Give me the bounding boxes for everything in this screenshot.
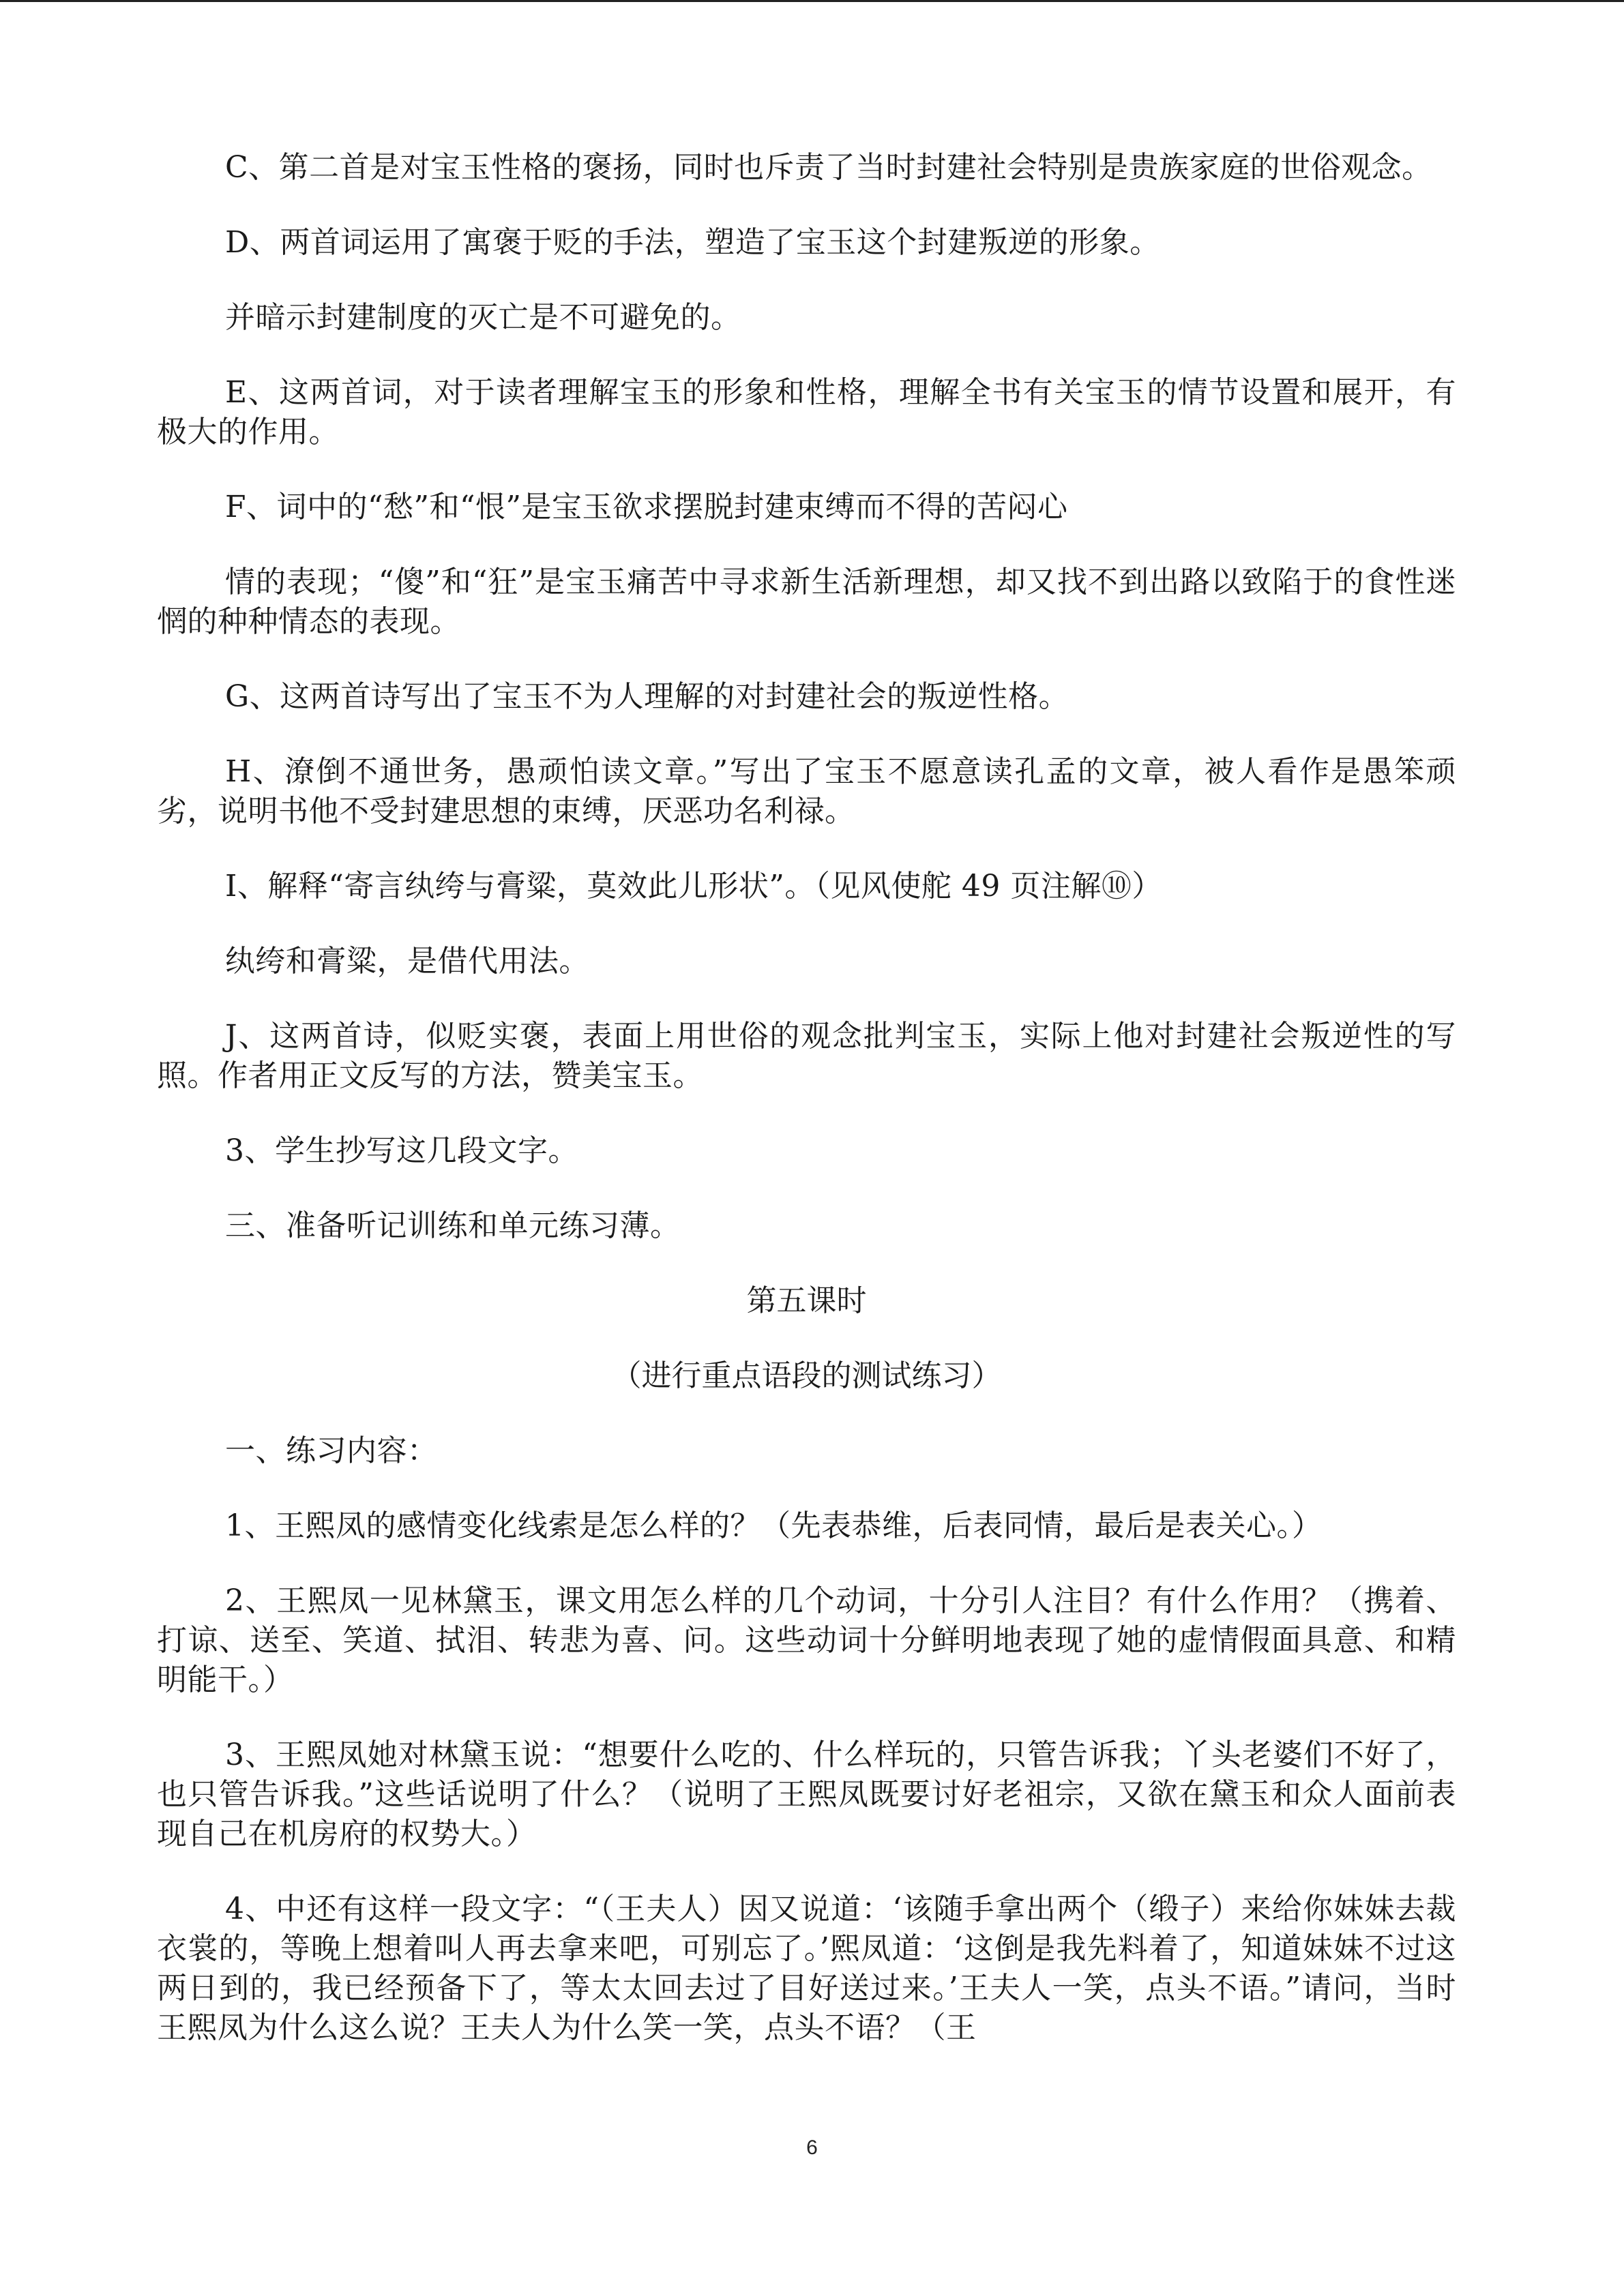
- paragraph-g: G、这两首诗写出了宝玉不为人理解的对封建社会的叛逆性格。: [225, 679, 1069, 714]
- section-subtitle: （进行重点语段的测试练习）: [611, 1358, 1002, 1393]
- paragraph-d-continued: 并暗示封建制度的灭亡是不可避免的。: [225, 300, 741, 335]
- exercise-item-2: 2、王熙凤一见林黛玉，课文用怎么样的几个动词，十分引人注目？有什么作用？（携着、打谅、送至、笑道、拭泪、转悲为喜、问。这些动词十分鲜明地表现了她的虚情假面具意、和精明能干。）: [157, 1583, 1456, 1697]
- paragraph-f-continued: 情的表现；“傻”和“狂”是宝玉痛苦中寻求新生活新理想，却又找不到出路以致陷于的食性迷惘的种种情态的表现。: [157, 565, 1456, 639]
- paragraph-i: I、解释“寄言纨绔与膏粱，莫效此儿形状”。（见风使舵 49 页注解⑩）: [225, 869, 1162, 904]
- paragraph-step-3: 3、学生抄写这几段文字。: [225, 1133, 578, 1168]
- exercise-item-4: 4、中还有这样一段文字：“（王夫人）因又说道：‘该随手拿出两个（缎子）来给你妹妹去裁衣裳的，等晚上想着叫人再去拿来吧，可别忘了。’熙凤道：‘这倒是我先料着了，知道妹妹不过这两日到的，我已经预备下了，等太太回去过了目好送过来。’王夫人一笑，点头不语。”请问，当时王熙凤为什么这么说？王夫人为什么笑一笑，点头不语？（王: [157, 1892, 1457, 2045]
- paragraph-h: H、潦倒不通世务，愚顽怕读文章。”写出了宝玉不愿意读孔孟的文章，被人看作是愚笨顽劣，说明书他不受封建思想的束缚，厌恶功名利禄。: [157, 754, 1456, 829]
- exercise-item-3: 3、王熙凤她对林黛玉说：“想要什么吃的、什么样玩的，只管告诉我；丫头老婆们不好了，也只管告诉我。”这些话说明了什么？（说明了王熙凤既要讨好老祖宗，又欲在黛玉和众人面前表现自己在机房府的权势大。）: [157, 1738, 1456, 1851]
- page-number: 6: [806, 2136, 818, 2159]
- paragraph-e: E、这两首词，对于读者理解宝玉的形象和性格，理解全书有关宝玉的情节设置和展开，有极大的作用。: [157, 375, 1456, 449]
- paragraph-i-continued: 纨绔和膏粱，是借代用法。: [225, 944, 589, 979]
- paragraph-f: F、词中的“愁”和“恨”是宝玉欲求摆脱封建束缚而不得的苦闷心: [225, 490, 1068, 524]
- section-title: 第五课时: [746, 1283, 867, 1318]
- exercise-item-1: 1、王熙凤的感情变化线索是怎么样的？（先表恭维，后表同情，最后是表关心。）: [225, 1508, 1323, 1543]
- paragraph-d: D、两首词运用了寓褒于贬的手法，塑造了宝玉这个封建叛逆的形象。: [225, 225, 1160, 260]
- paragraph-c: C、第二首是对宝玉性格的褒扬，同时也斥责了当时封建社会特别是贵族家庭的世俗观念。: [225, 150, 1432, 185]
- paragraph-j: J、这两首诗，似贬实褒，表面上用世俗的观念批判宝玉，实际上他对封建社会叛逆性的写照。作者用正文反写的方法，赞美宝玉。: [157, 1019, 1456, 1093]
- page-content: [157, 148, 1456, 2083]
- exercise-heading: 一、练习内容：: [225, 1433, 438, 1468]
- paragraph-section-three: 三、准备听记训练和单元练习薄。: [225, 1208, 681, 1243]
